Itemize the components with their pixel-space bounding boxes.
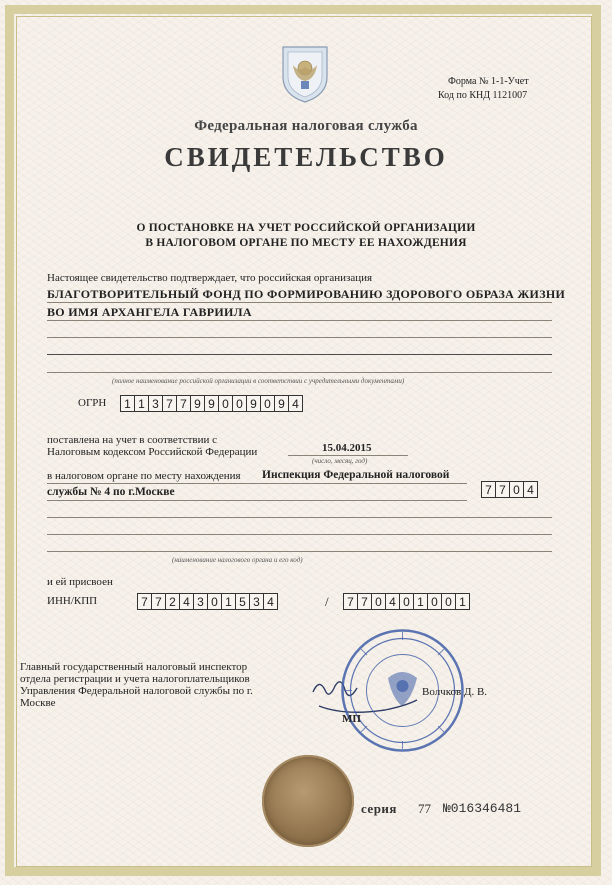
ogrn-digit: 4 (288, 395, 303, 412)
inn-digit: 1 (221, 593, 236, 610)
intro-text: Настоящее свидетельство подтверждает, что российская организация (47, 272, 373, 284)
signatory-name: Волчков Д. В. (422, 686, 488, 698)
signatory-line4: Москве (20, 697, 56, 709)
inn-digit: 7 (137, 593, 152, 610)
knd-code: Код по КНД 1121007 (438, 90, 528, 101)
tax-office-code-boxes (482, 481, 538, 498)
ogrn-digit: 1 (120, 395, 135, 412)
underline (47, 302, 552, 303)
inn-digit: 2 (165, 593, 180, 610)
ogrn-digit: 3 (148, 395, 163, 412)
registered-text-line1: поставлена на учет в соответствии с (47, 434, 218, 446)
inn-digit: 7 (151, 593, 166, 610)
underline (47, 320, 552, 321)
signatory-line3: Управления Федеральной налоговой службы по г. (20, 685, 253, 697)
document-subtitle-line1: О ПОСТАНОВКЕ НА УЧЕТ РОССИЙСКОЙ ОРГАНИЗАЦИИ (136, 222, 476, 234)
kpp-digit: 0 (441, 593, 456, 610)
tax-office-code-digit: 0 (509, 481, 524, 498)
underline (288, 455, 408, 456)
inn-digit: 4 (263, 593, 278, 610)
ogrn-digit: 1 (134, 395, 149, 412)
inn-digit: 5 (235, 593, 250, 610)
kpp-digit: 0 (427, 593, 442, 610)
mp-mark: МП (342, 713, 361, 725)
underline (47, 534, 552, 535)
ogrn-label: ОГРН (78, 397, 107, 409)
inn-digit: 4 (179, 593, 194, 610)
form-number: Форма № 1-1-Учет (448, 76, 529, 87)
registered-text-line2: Налоговым кодексом Российской Федерации (47, 446, 258, 458)
ogrn-digit: 9 (190, 395, 205, 412)
tax-office-code-digit: 7 (481, 481, 496, 498)
underline (47, 551, 552, 552)
serial-label: серия (361, 801, 397, 816)
document-title: СВИДЕТЕЛЬСТВО (164, 142, 448, 172)
inn-digit: 3 (193, 593, 208, 610)
signatory-line1: Главный государственный налоговый инспектор (20, 661, 248, 673)
document-subtitle-line2: В НАЛОГОВОМ ОРГАНЕ ПО МЕСТУ ЕЕ НАХОЖДЕНИЯ (145, 237, 467, 249)
ogrn-digit: 9 (246, 395, 261, 412)
kpp-digit: 7 (343, 593, 358, 610)
serial-number: №016346481 (443, 801, 522, 816)
underline (47, 372, 552, 373)
org-name-line1: БЛАГОТВОРИТЕЛЬНЫЙ ФОНД ПО ФОРМИРОВАНИЮ ЗДОРОВОГО ОБРАЗА ЖИЗНИ (47, 287, 566, 301)
kpp-digit: 7 (357, 593, 372, 610)
state-emblem-icon (279, 43, 331, 105)
inn-digit: 3 (249, 593, 264, 610)
underline (47, 337, 552, 338)
ogrn-digit-boxes (121, 395, 303, 412)
kpp-digit-boxes (344, 593, 470, 610)
tax-office-code-digit: 4 (523, 481, 538, 498)
ogrn-digit: 0 (232, 395, 247, 412)
tax-office-code-digit: 7 (495, 481, 510, 498)
inn-kpp-label: ИНН/КПП (47, 595, 98, 607)
kpp-digit: 0 (371, 593, 386, 610)
kpp-digit: 0 (399, 593, 414, 610)
kpp-digit: 1 (413, 593, 428, 610)
ogrn-digit: 9 (274, 395, 289, 412)
ogrn-digit: 0 (260, 395, 275, 412)
signatory-line2: отдела регистрации и учета налогоплательщиков (20, 673, 250, 685)
ogrn-digit: 7 (176, 395, 191, 412)
underline (47, 354, 552, 355)
tax-office-caption: (наименование налогового органа и его код) (172, 556, 303, 564)
tax-office-name-line2: службы № 4 по г.Москве (47, 486, 175, 498)
issuing-authority: Федеральная налоговая служба (194, 118, 418, 134)
org-name-line2: ВО ИМЯ АРХАНГЕЛА ГАВРИИЛА (47, 305, 252, 319)
kpp-digit: 4 (385, 593, 400, 610)
serial-series: 77 (418, 801, 431, 816)
ogrn-digit: 7 (162, 395, 177, 412)
tax-office-name-line1: Инспекция Федеральной налоговой (262, 469, 450, 481)
inn-kpp-separator: / (325, 594, 329, 609)
underline (47, 500, 467, 501)
kpp-digit: 1 (455, 593, 470, 610)
inn-digit: 0 (207, 593, 222, 610)
org-name-caption: (полное наименование российской организации в соответствии с учредительными документами) (112, 377, 405, 385)
underline (47, 517, 552, 518)
ogrn-digit: 0 (218, 395, 233, 412)
underline (47, 483, 467, 484)
embossed-seal-icon (262, 755, 354, 847)
tax-office-prefix: в налоговом органе по месту нахождения (47, 470, 241, 482)
registration-date: 15.04.2015 (322, 442, 372, 454)
ogrn-digit: 9 (204, 395, 219, 412)
date-caption: (число, месяц, год) (312, 457, 368, 465)
inn-digit-boxes (138, 593, 278, 610)
assigned-text: и ей присвоен (47, 576, 113, 588)
